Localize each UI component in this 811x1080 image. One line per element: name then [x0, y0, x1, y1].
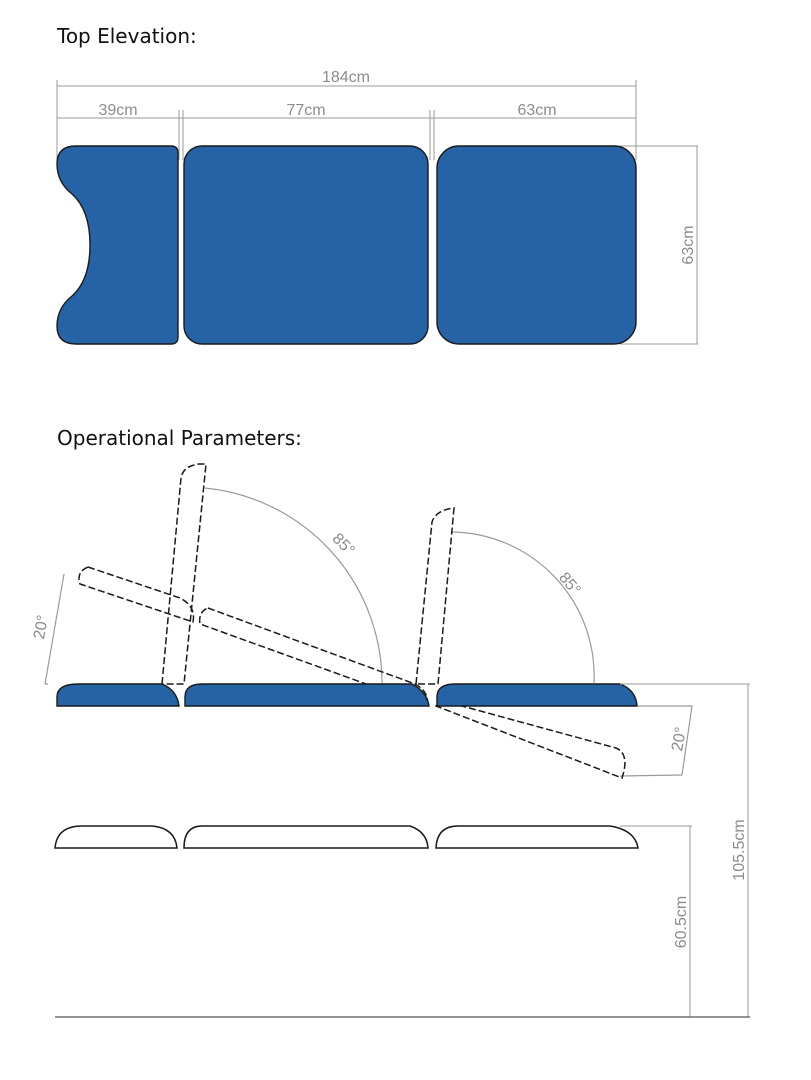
foot-tilt-angle-label: 20°	[669, 725, 691, 753]
max-height-label: 105.5cm	[731, 819, 748, 881]
head-pad-side-min	[55, 826, 177, 848]
head-section-label: 39cm	[98, 102, 138, 119]
middle-pad-top	[184, 146, 428, 344]
middle-backrest-ghost	[162, 464, 206, 684]
width-label: 63cm	[680, 225, 697, 265]
operational-parameters-heading: Operational Parameters:	[57, 426, 302, 450]
middle-pad-side-max	[185, 684, 429, 706]
foot-pad-side-max	[437, 684, 637, 706]
head-tilt-angle-label: 20°	[31, 613, 53, 641]
foot-backrest-arc	[452, 532, 594, 683]
head-pad-side-max	[57, 684, 179, 706]
operational-view	[31, 464, 750, 1017]
foot-backrest-ghost	[416, 508, 454, 684]
foot-pad-side-min	[436, 826, 638, 848]
head-pad-tilted-ghost	[79, 567, 193, 622]
foot-pad-tilted-ghost	[436, 700, 625, 778]
foot-pad-top	[437, 146, 636, 344]
top-elevation-view	[57, 69, 698, 344]
total-length-label: 184cm	[321, 69, 371, 86]
foot-backrest-angle-label: 85°	[555, 569, 584, 599]
middle-pad-side-min	[184, 826, 428, 848]
middle-backrest-angle-label: 85°	[328, 530, 358, 560]
middle-backrest-arc	[205, 488, 382, 684]
top-elevation-heading: Top Elevation:	[57, 24, 197, 48]
head-pad-top	[57, 146, 178, 344]
middle-section-label: 77cm	[286, 102, 326, 119]
foot-section-label: 63cm	[517, 102, 557, 119]
min-height-label: 60.5cm	[673, 895, 690, 949]
